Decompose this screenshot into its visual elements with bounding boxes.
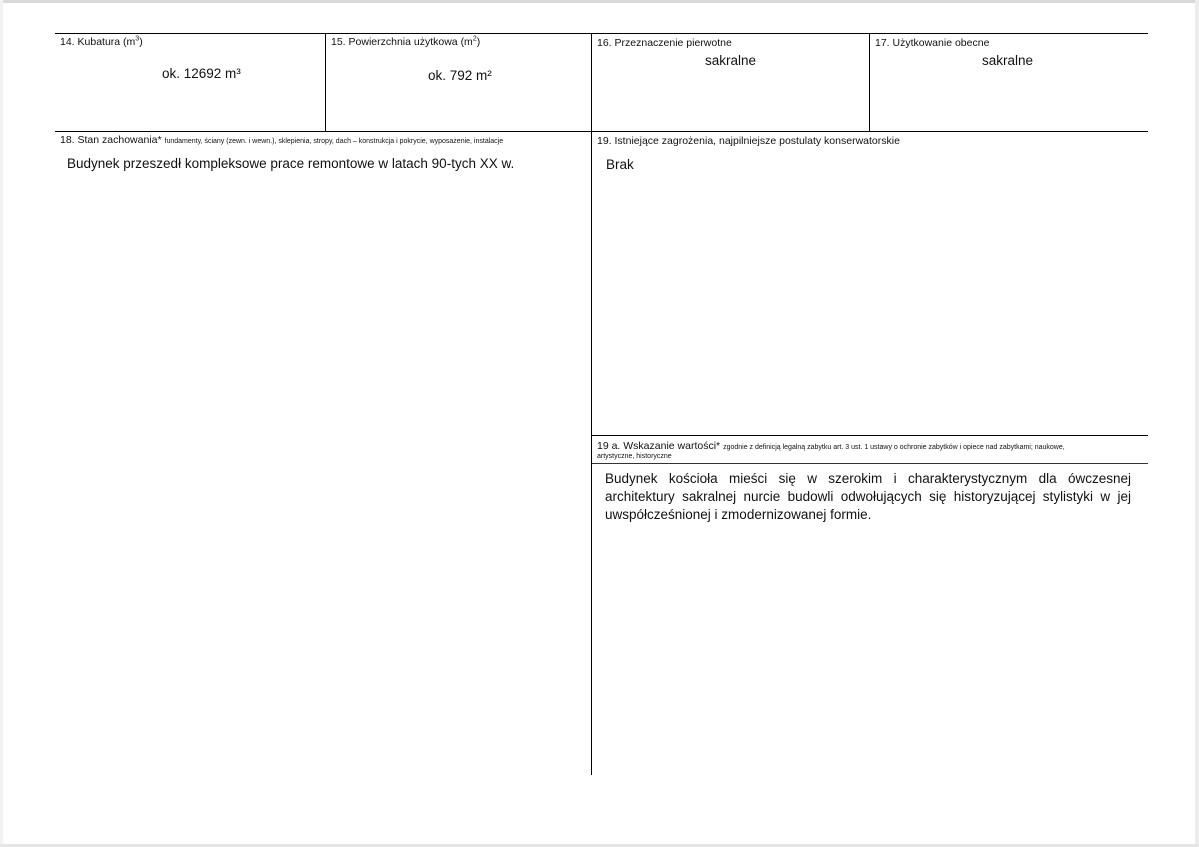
field-16-value: sakralne xyxy=(705,53,757,68)
scan-edge-right xyxy=(1195,0,1199,847)
field-18-label xyxy=(60,134,503,146)
field-19a-value: Budynek kościoła mieści się w szerokim i charakterystycznym dla ówczesnej architektury sakralnej nurcie budowli odwołujących się historyzującej stylistyki w jej uwspółcześnionej i zmodernizowanej formie. xyxy=(605,471,1131,522)
field-17-label: 17. Użytkowanie obecne xyxy=(875,37,990,49)
field-15-label-text: 15. Powierzchnia użytkowa (m xyxy=(331,36,473,48)
field-19-label: 19. Istniejące zagrożenia, najpilniejsze postulaty konserwatorskie xyxy=(597,135,900,147)
field19a-top-line xyxy=(591,435,1148,436)
field19a-separator-line xyxy=(591,463,1148,464)
field-19-value: Brak xyxy=(606,157,634,172)
field-19a-label-text: 19 a. Wskazanie wartości* xyxy=(597,440,721,452)
divider-16-17 xyxy=(869,33,870,131)
field-19a-note-line1: zgodnie z definicją legalną zabytku art. 3 ust. 1 ustawy o ochronie zabytków i opiece nad zabytkami; naukowe, xyxy=(723,444,1065,451)
row1-bottom-line xyxy=(55,131,1148,132)
field-19a-note-line2: artystyczne, historyczne xyxy=(597,453,672,460)
divider-14-15 xyxy=(325,33,326,131)
field-19a-label xyxy=(597,440,1065,452)
field-14-label xyxy=(60,36,143,48)
field-18-value: Budynek przeszedł kompleksowe prace remontowe w latach 90-tych XX w. xyxy=(67,156,515,171)
field-15-value: ok. 792 m² xyxy=(428,68,492,83)
field-18-label-text: 18. Stan zachowania* xyxy=(60,134,162,146)
scan-edge-top xyxy=(0,0,1199,3)
field-18-note: fundamenty, ściany (zewn. i wewn.), sklepienia, stropy, dach – konstrukcja i pokrycie, wyposażenie, instalacje xyxy=(164,138,504,145)
field-17-value: sakralne xyxy=(982,53,1034,68)
field-15-label-end: ) xyxy=(476,36,481,48)
field-15-label-sup: 2 xyxy=(472,35,477,43)
field-15-label xyxy=(331,36,480,48)
field-14-label-text: 14. Kubatura (m xyxy=(60,36,136,48)
top-border-line xyxy=(55,33,1148,34)
field-14-label-end: ) xyxy=(139,36,143,48)
divider-15-16 xyxy=(591,33,592,775)
scan-edge-left xyxy=(0,0,3,847)
field-14-value: ok. 12692 m³ xyxy=(162,66,241,81)
field-16-label: 16. Przeznaczenie pierwotne xyxy=(597,37,732,49)
field-14-label-sup: 3 xyxy=(135,35,140,43)
